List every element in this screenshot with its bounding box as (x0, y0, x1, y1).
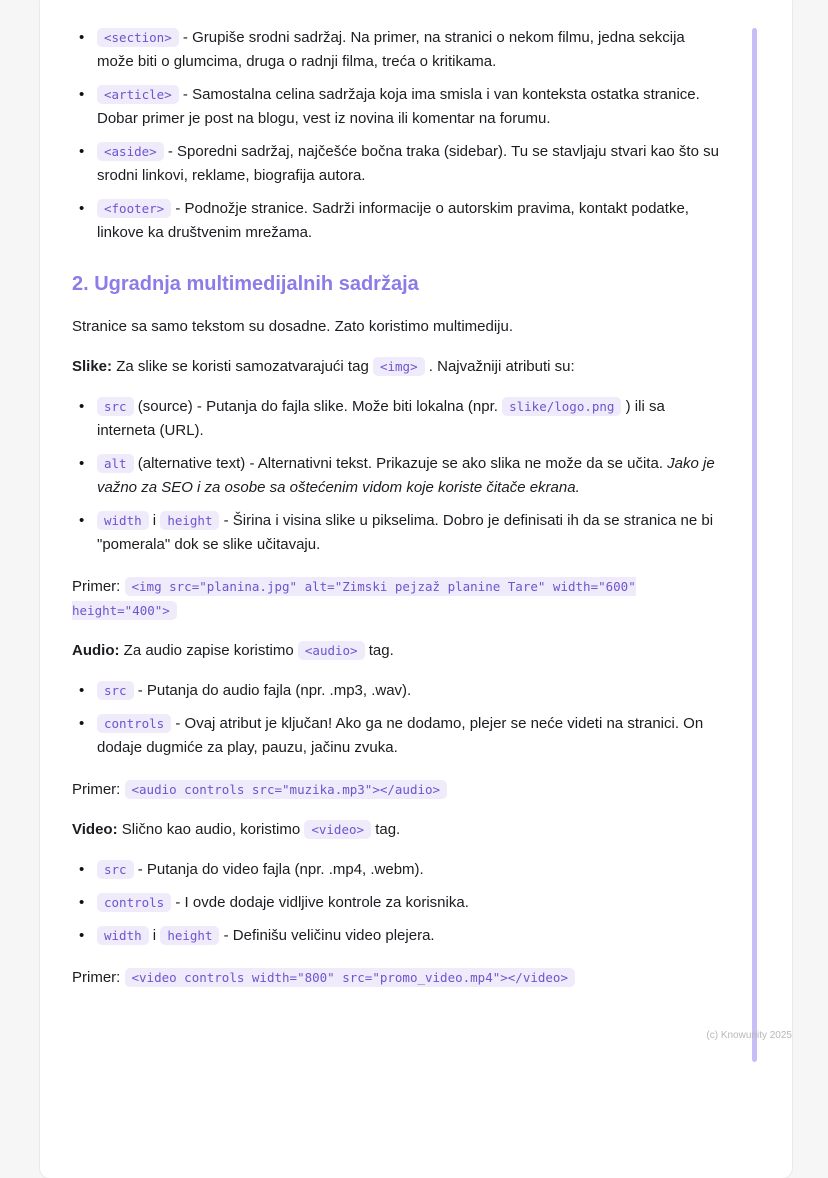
text-run: - Samostalna celina sadržaja koja ima smisla i van konteksta ostatka stranice. Dobar primer je post na blogu, vest iz novina ili komentar na forumu. (97, 86, 700, 127)
list-item (72, 26, 722, 74)
text-run: (alternative text) - Alternativni tekst. Prikazuje se ako slika ne može da se učita. (133, 455, 668, 472)
list-item (72, 452, 722, 500)
watermark: (c) Knowunity 2025 (706, 1030, 792, 1041)
text-run: Primer: (72, 578, 125, 595)
inline-code: src (97, 681, 134, 700)
document-page (40, 0, 792, 1178)
text-run: - Putanja do audio fajla (npr. .mp3, .wav). (133, 682, 412, 699)
text-run: Video: (72, 821, 118, 838)
text-run: - Definišu veličinu video plejera. (219, 927, 435, 944)
list-item (72, 858, 722, 882)
list-item (72, 140, 722, 188)
text-run: Primer: (72, 781, 125, 798)
img-attributes-list (72, 395, 722, 557)
inline-code: width (97, 926, 149, 945)
inline-code: <img src="planina.jpg" alt="Zimski pejzaž planine Tare" width="600" height="400"> (72, 579, 636, 618)
intro-paragraph: Stranice sa samo tekstom su dosadne. Zato koristimo multimediju. (72, 318, 514, 335)
inline-code: <img> (373, 357, 425, 376)
list-item (72, 924, 722, 948)
text-run: Primer: (72, 969, 125, 986)
text-run: - Grupiše srodni sadržaj. Na primer, na stranici o nekom filmu, jedna sekcija može biti o glumcima, druga o radnji filma, treća o kritikama. (97, 29, 685, 70)
video-attributes-list (72, 858, 722, 948)
section-heading: 2. Ugradnja multimedijalnih sadržaja (72, 273, 419, 295)
video-lead-paragraph (72, 818, 722, 842)
audio-example-paragraph (72, 778, 722, 802)
video-example-paragraph (72, 966, 722, 990)
text-run: - Širina i visina slike u pikselima. Dobro je definisati ih da se stranica ne bi "pomerala" dok se slike učitavaju. (97, 512, 714, 553)
inline-code: <audio controls src="muzika.mp3"></audio> (125, 780, 448, 799)
inline-code: controls (97, 893, 171, 912)
text-run: Za slike se koristi samozatvarajući tag (112, 358, 373, 375)
list-item (72, 679, 722, 703)
img-example-paragraph (72, 575, 722, 623)
inline-code: width (97, 511, 149, 530)
text-run: Slično kao audio, koristimo (117, 821, 305, 838)
text-run: tag. (364, 642, 394, 659)
document-content (40, 0, 792, 1026)
inline-code: controls (97, 714, 171, 733)
inline-code: <article> (97, 85, 179, 104)
list-item (72, 509, 722, 557)
inline-code: alt (97, 454, 134, 473)
inline-code: slike/logo.png (502, 397, 621, 416)
text-run: i (148, 927, 161, 944)
inline-code: src (97, 860, 134, 879)
list-item (72, 83, 722, 131)
inline-code: <video> (304, 820, 371, 839)
text-run: ) ili sa interneta (URL). (97, 398, 665, 439)
list-item (72, 395, 722, 443)
inline-code: src (97, 397, 134, 416)
text-run: - I ovde dodaje vidljive kontrole za korisnika. (171, 894, 469, 911)
text-run: - Ovaj atribut je ključan! Ako ga ne dodamo, plejer se neće videti na stranici. On dodaje dugmiće za play, pauzu, jačinu zvuka. (97, 715, 704, 756)
text-run: - Sporedni sadržaj, najčešće bočna traka (sidebar). Tu se stavljaju stvari kao što su srodni linkovi, reklame, biografija autora. (97, 143, 719, 184)
text-run: Slike: (72, 358, 113, 375)
text-run: Za audio zapise koristimo (119, 642, 298, 659)
audio-attributes-list (72, 679, 722, 760)
text-run: . Najvažniji atributi su: (424, 358, 575, 375)
text-run: tag. (371, 821, 401, 838)
inline-code: <footer> (97, 199, 171, 218)
semantic-tags-list (72, 26, 722, 245)
text-run: - Putanja do video fajla (npr. .mp4, .webm). (133, 861, 424, 878)
audio-lead-paragraph (72, 639, 722, 663)
inline-code: height (160, 511, 219, 530)
inline-code: <section> (97, 28, 179, 47)
inline-code: <video controls width="800" src="promo_video.mp4"></video> (125, 968, 576, 987)
images-lead-paragraph (72, 355, 722, 379)
scrollbar-thumb[interactable] (752, 28, 757, 1062)
list-item (72, 891, 722, 915)
inline-code: <aside> (97, 142, 164, 161)
text-run: Audio: (72, 642, 120, 659)
text-run: (source) - Putanja do fajla slike. Može biti lokalna (npr. (133, 398, 503, 415)
text-run: Jako je važno za SEO i za osobe sa oštećenim vidom koje koriste čitače ekrana. (97, 455, 715, 496)
text-run: - Podnožje stranice. Sadrži informacije o autorskim pravima, kontakt podatke, linkove ka društvenim mrežama. (97, 200, 689, 241)
list-item (72, 712, 722, 760)
text-run: i (148, 512, 161, 529)
list-item (72, 197, 722, 245)
inline-code: <audio> (298, 641, 365, 660)
inline-code: height (160, 926, 219, 945)
